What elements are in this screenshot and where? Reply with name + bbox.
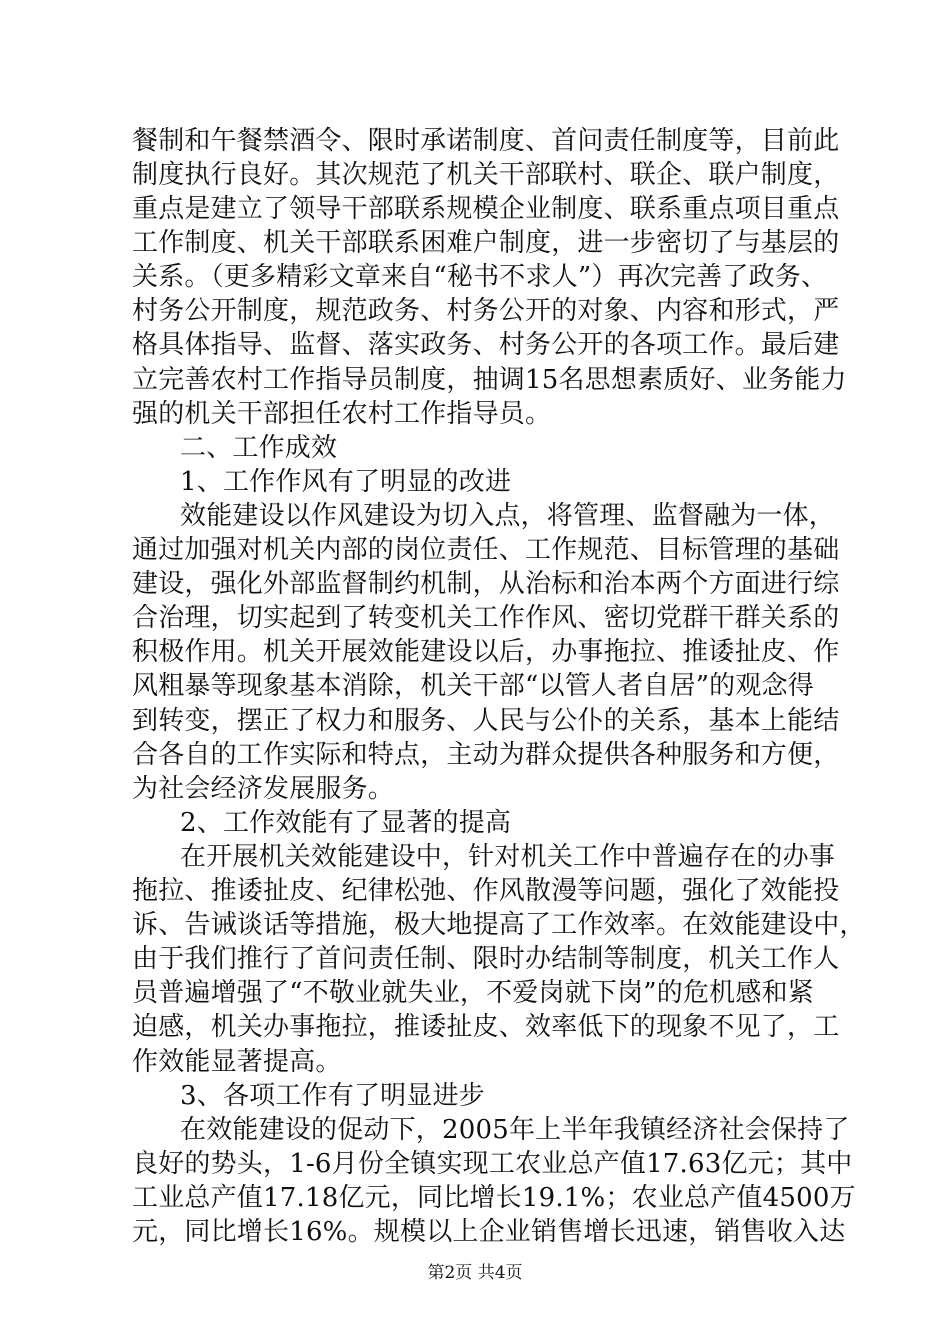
body-line: 积极作用。机关开展效能建设以后，办事拖拉、推诿扯皮、作 (132, 637, 840, 668)
body-line: 为社会经济发展服务。 (132, 773, 395, 804)
body-line: 建设，强化外部监督制约机制，从治标和治本两个方面进行综 (132, 569, 840, 600)
body-line: 迫感，机关办事拖拉，推诿扯皮、效率低下的现象不见了，工 (132, 1012, 840, 1043)
body-line: 合各自的工作实际和特点，主动为群众提供各种服务和方便， (132, 739, 840, 770)
body-line: 关系。（更多精彩文章来自“秘书不求人”）再次完善了政务、 (132, 262, 828, 293)
body-line: 良好的势头，1-6月份全镇实现工农业总产值17.63亿元；其中 (132, 1148, 853, 1179)
body-line: 到转变，摆正了权力和服务、人民与公仆的关系，基本上能结 (132, 705, 840, 736)
body-line: 格具体指导、监督、落实政务、村务公开的各项工作。最后建 (132, 330, 840, 361)
body-line: 强的机关干部担任农村工作指导员。 (132, 398, 552, 429)
section-heading: 二、工作成效 (180, 432, 338, 463)
subsection-heading: 3、各项工作有了明显进步 (180, 1080, 485, 1111)
body-line: 合治理，切实起到了转变机关工作作风、密切党群干群关系的 (132, 603, 840, 634)
body-line: 制度执行良好。其次规范了机关干部联村、联企、联户制度， (132, 159, 840, 190)
body-line: 村务公开制度，规范政务、村务公开的对象、内容和形式，严 (132, 296, 840, 327)
subsection-heading: 2、工作效能有了显著的提高 (180, 807, 512, 838)
body-line: 效能建设以作风建设为切入点，将管理、监督融为一体， (180, 500, 836, 531)
body-line: 拖拉、推诿扯皮、纪律松弛、作风散漫等问题，强化了效能投 (132, 876, 840, 906)
body-line: 立完善农村工作指导员制度，抽调15名思想素质好、业务能力 (132, 364, 847, 395)
body-line: 通过加强对机关内部的岗位责任、工作规范、目标管理的基础 (132, 535, 840, 565)
page-footer: 第2页 共4页 (427, 1263, 523, 1283)
body-line: 工作制度、机关干部联系困难户制度，进一步密切了与基层的 (132, 228, 840, 259)
body-line: 元，同比增长16%。规模以上企业销售增长迅速，销售收入达 (132, 1217, 846, 1247)
body-line: 风粗暴等现象基本消除，机关干部“以管人者自居”的观念得 (132, 671, 814, 702)
body-line: 由于我们推行了首问责任制、限时办结制等制度，机关工作人 (132, 944, 840, 975)
body-line: 在开展机关效能建设中，针对机关工作中普遍存在的办事 (180, 841, 836, 872)
body-line: 诉、告诫谈话等措施，极大地提高了工作效率。在效能建设中， (132, 910, 866, 941)
subsection-heading: 1、工作作风有了明显的改进 (180, 466, 512, 497)
body-line: 餐制和午餐禁酒令、限时承诺制度、首问责任制度等，目前此 (132, 125, 840, 156)
body-line: 作效能显著提高。 (132, 1046, 342, 1077)
body-line: 重点是建立了领导干部联系规模企业制度、联系重点项目重点 (132, 194, 840, 224)
body-line: 工业总产值17.18亿元，同比增长19.1%；农业总产值4500万 (132, 1182, 856, 1213)
body-line: 在效能建设的促动下，2005年上半年我镇经济社会保持了 (180, 1114, 850, 1145)
body-line: 员普遍增强了“不敬业就失业，不爱岗就下岗”的危机感和紧 (132, 978, 814, 1009)
